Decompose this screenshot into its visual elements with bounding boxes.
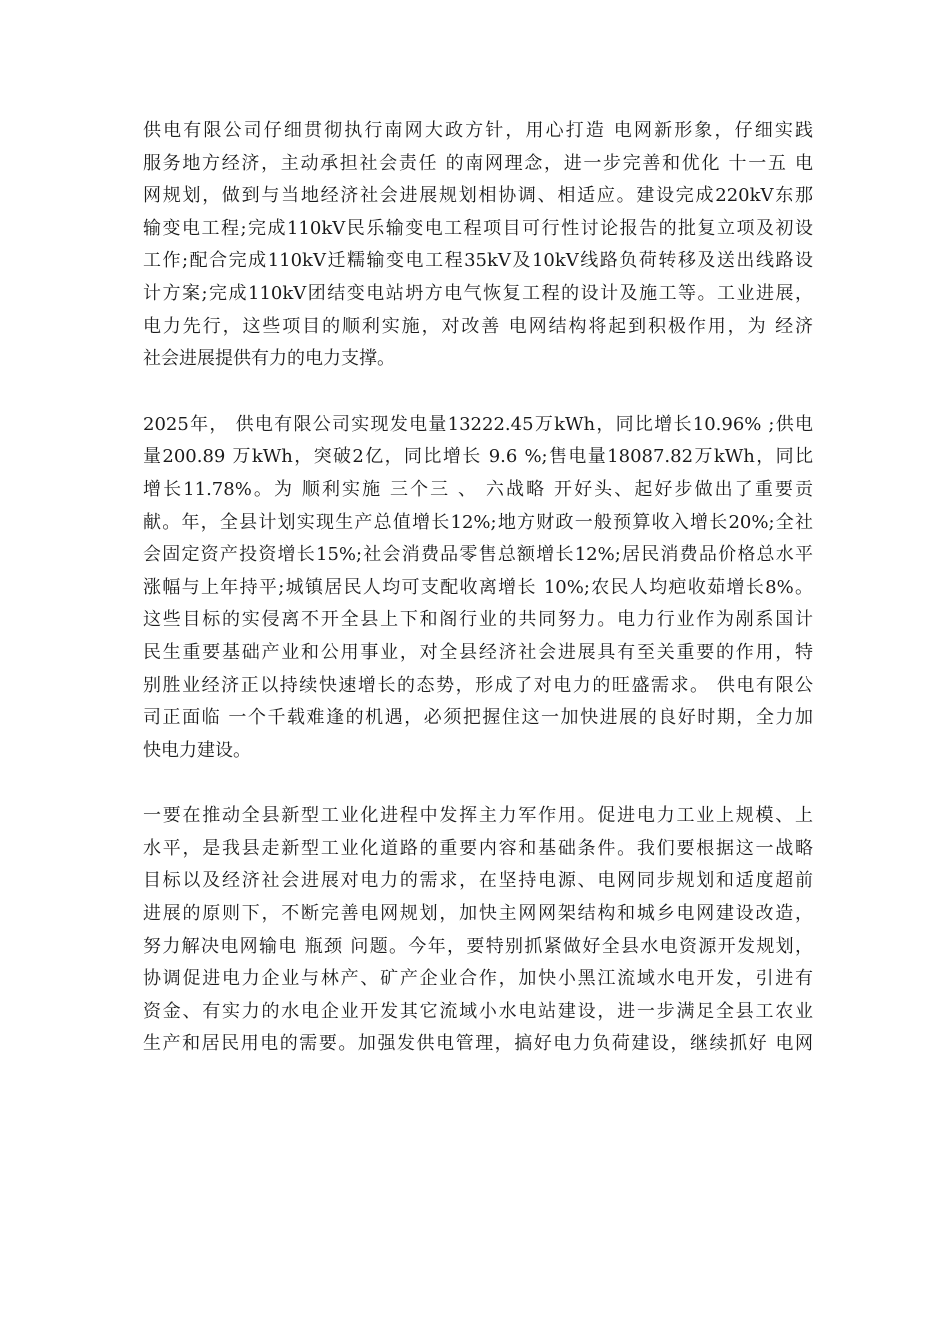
paragraph-1 (143, 115, 813, 376)
text-line: 涨幅与上年持平;城镇居民人均可支配收离增长 10%;农民人均疤收茹增长8%。 (143, 576, 813, 598)
text-line: 增长11.78%。为 顺利实施 三个三 、 六战略 开好头、起好步做出了重要贡 (143, 478, 813, 500)
text-line: 2025年， 供电有限公司实现发电量13222.45万kWh，同比增长10.96% ;供电 (143, 413, 813, 435)
text-line: 司正面临 一个千载难逢的机遇，必须把握住这一加快进展的良好时期，全力加 (143, 707, 813, 729)
text-line: 电力先行，这些项目的顺利实施，对改善 电网结构将起到积极作用，为 经济 (143, 315, 813, 337)
document-page (143, 115, 813, 1094)
text-line: 输变电工程;完成110kV民乐输变电工程项目可行性讨论报告的批复立项及初设 (143, 217, 813, 239)
text-line: 献。年，全县计划实现生产总值增长12%;地方财政一般预算收入增长20%;全社 (143, 511, 813, 533)
text-line: 网规划，做到与当地经济社会进展规划相协调、相适应。建设完成220kV东那 (143, 185, 813, 207)
text-line: 社会进展提供有力的电力支撑。 (143, 348, 395, 370)
text-line: 民生重要基础产业和公用事业，对全县经济社会进展具有至关重要的作用，特 (143, 641, 813, 663)
text-line: 快电力建设。 (143, 739, 251, 761)
text-line: 资金、有实力的水电企业开发其它流域小水电站建设，进一步满足全县工农业 (143, 1000, 813, 1022)
text-line: 目标以及经济社会进展对电力的需求，在坚持电源、电网同步规划和适度超前 (143, 870, 813, 892)
text-line: 生产和居民用电的需要。加强发供电管理，搞好电力负荷建设，继续抓好 电网 (143, 1033, 813, 1055)
text-line: 别胜业经济正以持续快速增长的态势，形成了对电力的旺盛需求。 供电有限公 (143, 674, 813, 696)
text-line: 这些目标的实侵离不开全县上下和阁行业的共同努力。电力行业作为剐系国计 (143, 609, 813, 631)
text-line: 会固定资产投资增长15%;社会消费品零售总额增长12%;居民消费品价格总水平 (143, 544, 813, 566)
text-line: 服务地方经济，主动承担社会责任 的南网理念，进一步完善和优化 十一五 电 (143, 152, 813, 174)
text-line: 水平，是我县走新型工业化道路的重要内容和基础条件。我们要根据这一战略 (143, 837, 813, 859)
text-line: 工作;配合完成110kV迁糯输变电工程35kV及10kV线路负荷转移及送出线路设 (143, 250, 813, 272)
text-line: 量200.89 万kWh，突破2亿，同比增长 9.6 %;售电量18087.82万kWh，同比 (143, 446, 813, 468)
text-line: 努力解决电网输电 瓶颈 问题。今年，要特别抓紧做好全县水电资源开发规划， (143, 935, 813, 957)
text-line: 进展的原则下，不断完善电网规划，加快主网网架结构和城乡电网建设改造， (143, 903, 813, 925)
text-line: 计方案;完成110kV团结变电站坍方电气恢复工程的设计及施工等。工业进展， (143, 282, 813, 304)
text-line: 协调促进电力企业与林产、矿产企业合作，加快小黑江流域水电开发，引进有 (143, 968, 813, 990)
text-line: 一要在推动全县新型工业化进程中发挥主力军作用。促进电力工业上规模、上 (143, 805, 813, 827)
text-line: 供电有限公司仔细贯彻执行南网大政方针，用心打造 电网新形象，仔细实践 (143, 120, 813, 141)
paragraph-2 (143, 409, 813, 768)
paragraph-3 (143, 800, 813, 1061)
